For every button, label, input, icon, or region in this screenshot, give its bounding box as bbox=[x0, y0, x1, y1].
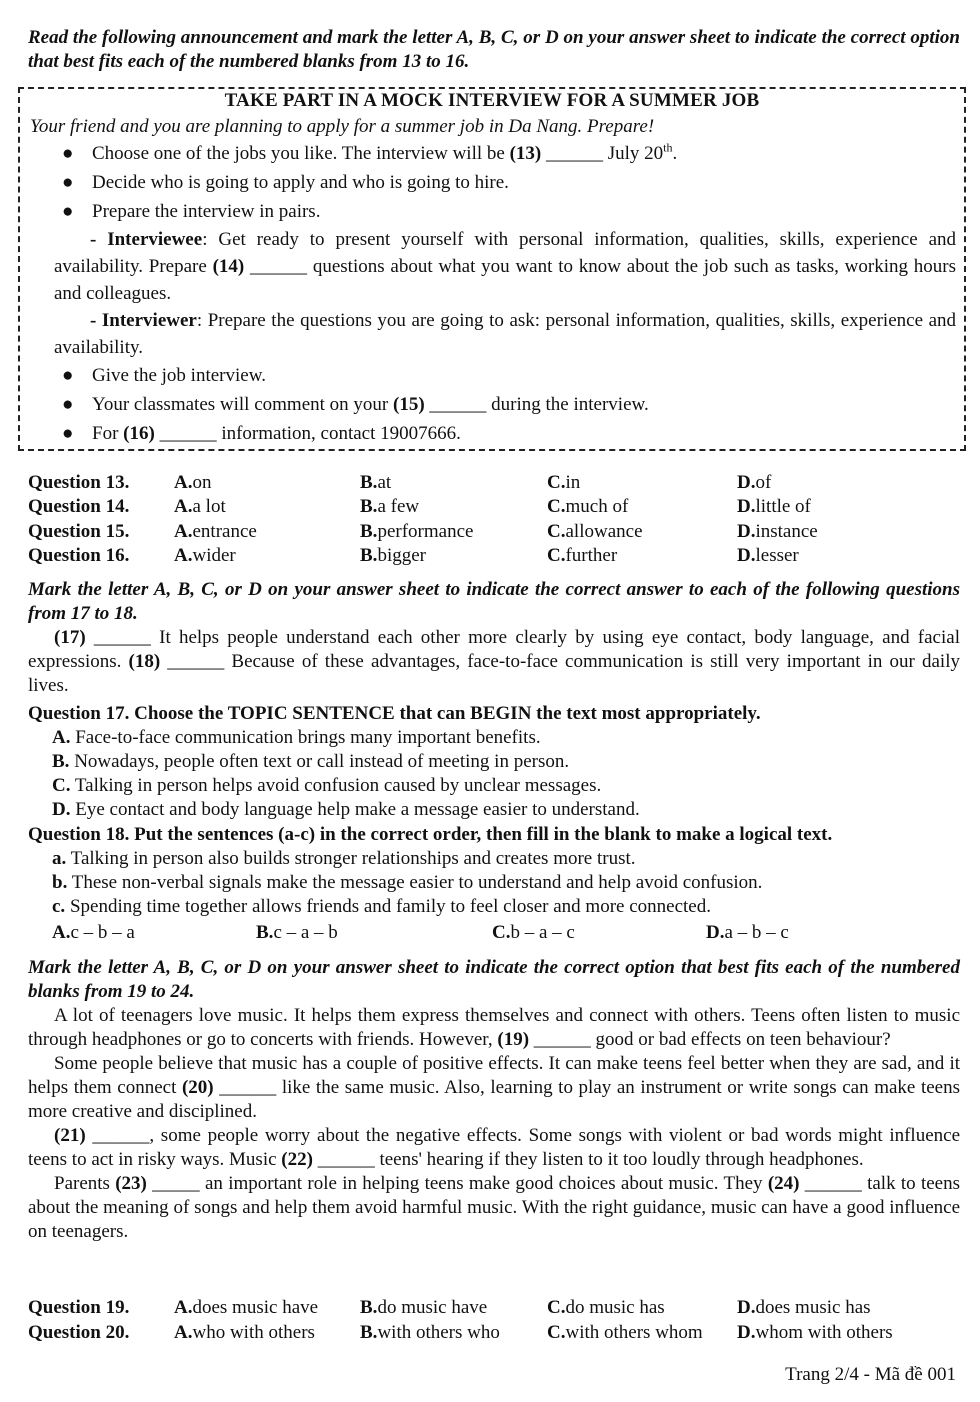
option-d: D. Eye contact and body language help make a message easier to understand. bbox=[52, 799, 640, 820]
instruction-19-24: Mark the letter A, B, C, or D on your answer sheet to indicate the correct option that best fits each of the numbered blanks from 19 to 24. bbox=[28, 957, 960, 1002]
question-14-row: Question 14. A. a lot B. a few C. much of D. little of bbox=[28, 496, 811, 517]
announcement-box bbox=[18, 87, 966, 451]
passage-paragraph-1: A lot of teenagers love music. It helps them express themselves and connect with others. Teens often listen to music through headphones or go to concerts with friends. However, (19) ______ good or bad effects on teen behaviour? bbox=[28, 1005, 960, 1050]
option-b: B. bigger bbox=[360, 545, 426, 566]
option-b: B. at bbox=[360, 472, 392, 493]
announcement-list-2 bbox=[20, 361, 964, 448]
bullet-item-choose-job: ● Choose one of the jobs you like. The interview will be (13) ______ July 20th. bbox=[20, 139, 964, 168]
passage-paragraph-3: (21) ______, some people worry about the negative effects. Some songs with violent or bad words might influence teens to act in risky ways. Music (22) ______ teens' hearing if they listen to it too loudly through headphones. bbox=[28, 1125, 960, 1170]
announcement-intro: Your friend and you are planning to apply for a summer job in Da Nang. Prepare! bbox=[30, 116, 655, 137]
question-19-row: Question 19. A. does music have B. do music have C. do music has D. does music has bbox=[28, 1297, 871, 1318]
sentence-b: b. These non-verbal signals make the message easier to understand and help avoid confusion. bbox=[52, 872, 763, 893]
sentence-a: a. Talking in person also builds stronger relationships and creates more trust. bbox=[52, 848, 636, 869]
passage-paragraph-4: Parents (23) _____ an important role in helping teens make good choices about music. They (24) ______ talk to teens about the meaning of songs and help them avoid harmful music. With the right guidance, music can have a good influence on teenagers. bbox=[28, 1173, 960, 1242]
option-c: C. with others whom bbox=[547, 1322, 703, 1343]
question-18-stem: Question 18. Put the sentences (a-c) in the correct order, then fill in the blank to make a logical text. bbox=[28, 824, 833, 845]
option-c: C. allowance bbox=[547, 521, 643, 542]
bullet-icon: ● bbox=[62, 365, 74, 386]
option-a: A. who with others bbox=[174, 1322, 315, 1343]
passage-19-24 bbox=[28, 1004, 960, 1244]
option-c: C. b – a – c bbox=[492, 922, 575, 943]
bullet-icon: ● bbox=[62, 394, 74, 415]
question-16-row: Question 16. A. wider B. bigger C. further D. lesser bbox=[28, 545, 799, 566]
question-18-options bbox=[28, 921, 968, 945]
option-d: D. lesser bbox=[737, 545, 799, 566]
option-d: D. instance bbox=[737, 521, 818, 542]
option-d: D. does music has bbox=[737, 1297, 871, 1318]
option-d: D. of bbox=[737, 472, 772, 493]
question-17-stem: Question 17. Choose the TOPIC SENTENCE that can BEGIN the text most appropriately. bbox=[28, 703, 761, 724]
bullet-item-give: ● Give the job interview. bbox=[20, 361, 964, 390]
option-b: B. with others who bbox=[360, 1322, 500, 1343]
option-a: A. Face-to-face communication brings many important benefits. bbox=[52, 727, 541, 748]
option-a: A. entrance bbox=[174, 521, 257, 542]
option-c: C. much of bbox=[547, 496, 629, 517]
bullet-item-comment: ● Your classmates will comment on your (15) ______ during the interview. bbox=[20, 390, 964, 419]
announcement-list bbox=[20, 139, 964, 226]
interviewer-paragraph: - Interviewer: Prepare the questions you are going to ask: personal information, qualities, skills, experience and availability. bbox=[54, 310, 957, 358]
bullet-item-decide: ● Decide who is going to apply and who is going to hire. bbox=[20, 168, 964, 197]
announcement-title: TAKE PART IN A MOCK INTERVIEW FOR A SUMMER JOB bbox=[224, 90, 760, 111]
option-c: C. further bbox=[547, 545, 618, 566]
page-footer: Trang 2/4 - Mã đề 001 bbox=[785, 1364, 956, 1385]
question-17-options bbox=[28, 726, 960, 822]
option-b: B. c – a – b bbox=[256, 922, 338, 943]
bullet-item-prepare: ● Prepare the interview in pairs. bbox=[20, 197, 964, 226]
option-d: D. a – b – c bbox=[706, 922, 789, 943]
option-b: B. do music have bbox=[360, 1297, 488, 1318]
bullet-icon: ● bbox=[62, 423, 74, 444]
option-b: B. Nowadays, people often text or call instead of meeting in person. bbox=[52, 751, 570, 772]
interviewee-paragraph: - Interviewee: Get ready to present yourself with personal information, qualities, skills, experience and availability. Prepare (14) ______ questions about what you want to know about the job such as tasks, working hours and colleagues. bbox=[54, 229, 957, 304]
option-a: A. a lot bbox=[174, 496, 226, 517]
option-a: A. does music have bbox=[174, 1297, 319, 1318]
option-b: B. a few bbox=[360, 496, 420, 517]
question-13-row: Question 13. A. on B. at C. in D. of bbox=[28, 472, 772, 493]
passage-paragraph-2: Some people believe that music has a couple of positive effects. It can make teens feel better when they are sad, and it helps them connect (20) ______ like the same music. Also, learning to play an instrument or write songs can make teens more creative and disciplined. bbox=[28, 1053, 960, 1122]
instruction-17-18: Mark the letter A, B, C, or D on your answer sheet to indicate the correct answer to each of the following questions from 17 to 18. bbox=[28, 579, 960, 624]
option-a: A. wider bbox=[174, 545, 236, 566]
question-18-sentences bbox=[28, 847, 960, 919]
sentence-c: c. Spending time together allows friends and family to feel closer and more connected. bbox=[52, 896, 711, 917]
option-c: C. in bbox=[547, 472, 581, 493]
bullet-item-contact: ● For (16) ______ information, contact 19007666. bbox=[20, 419, 964, 448]
option-b: B. performance bbox=[360, 521, 474, 542]
option-a: A. on bbox=[174, 472, 212, 493]
question-20-row: Question 20. A. who with others B. with others who C. with others whom D. whom with others bbox=[28, 1322, 893, 1343]
bullet-icon: ● bbox=[62, 143, 74, 164]
bullet-icon: ● bbox=[62, 172, 74, 193]
option-c: C. Talking in person helps avoid confusion caused by unclear messages. bbox=[52, 775, 602, 796]
bullet-icon: ● bbox=[62, 201, 74, 222]
question-15-row: Question 15. A. entrance B. performance C. allowance D. instance bbox=[28, 521, 818, 542]
option-a: A. c – b – a bbox=[52, 922, 135, 943]
option-d: D. whom with others bbox=[737, 1322, 893, 1343]
option-d: D. little of bbox=[737, 496, 811, 517]
option-c: C. do music has bbox=[547, 1297, 665, 1318]
instruction-13-16: Read the following announcement and mark the letter A, B, C, or D on your answer sheet to indicate the correct option that best fits each of the numbered blanks from 13 to 16. bbox=[28, 27, 960, 72]
passage-17-18: (17) ______ It helps people understand each other more clearly by using eye contact, body language, and facial expressions. (18) ______ Because of these advantages, face-to-face communication is still very important in our daily lives. bbox=[28, 627, 960, 696]
